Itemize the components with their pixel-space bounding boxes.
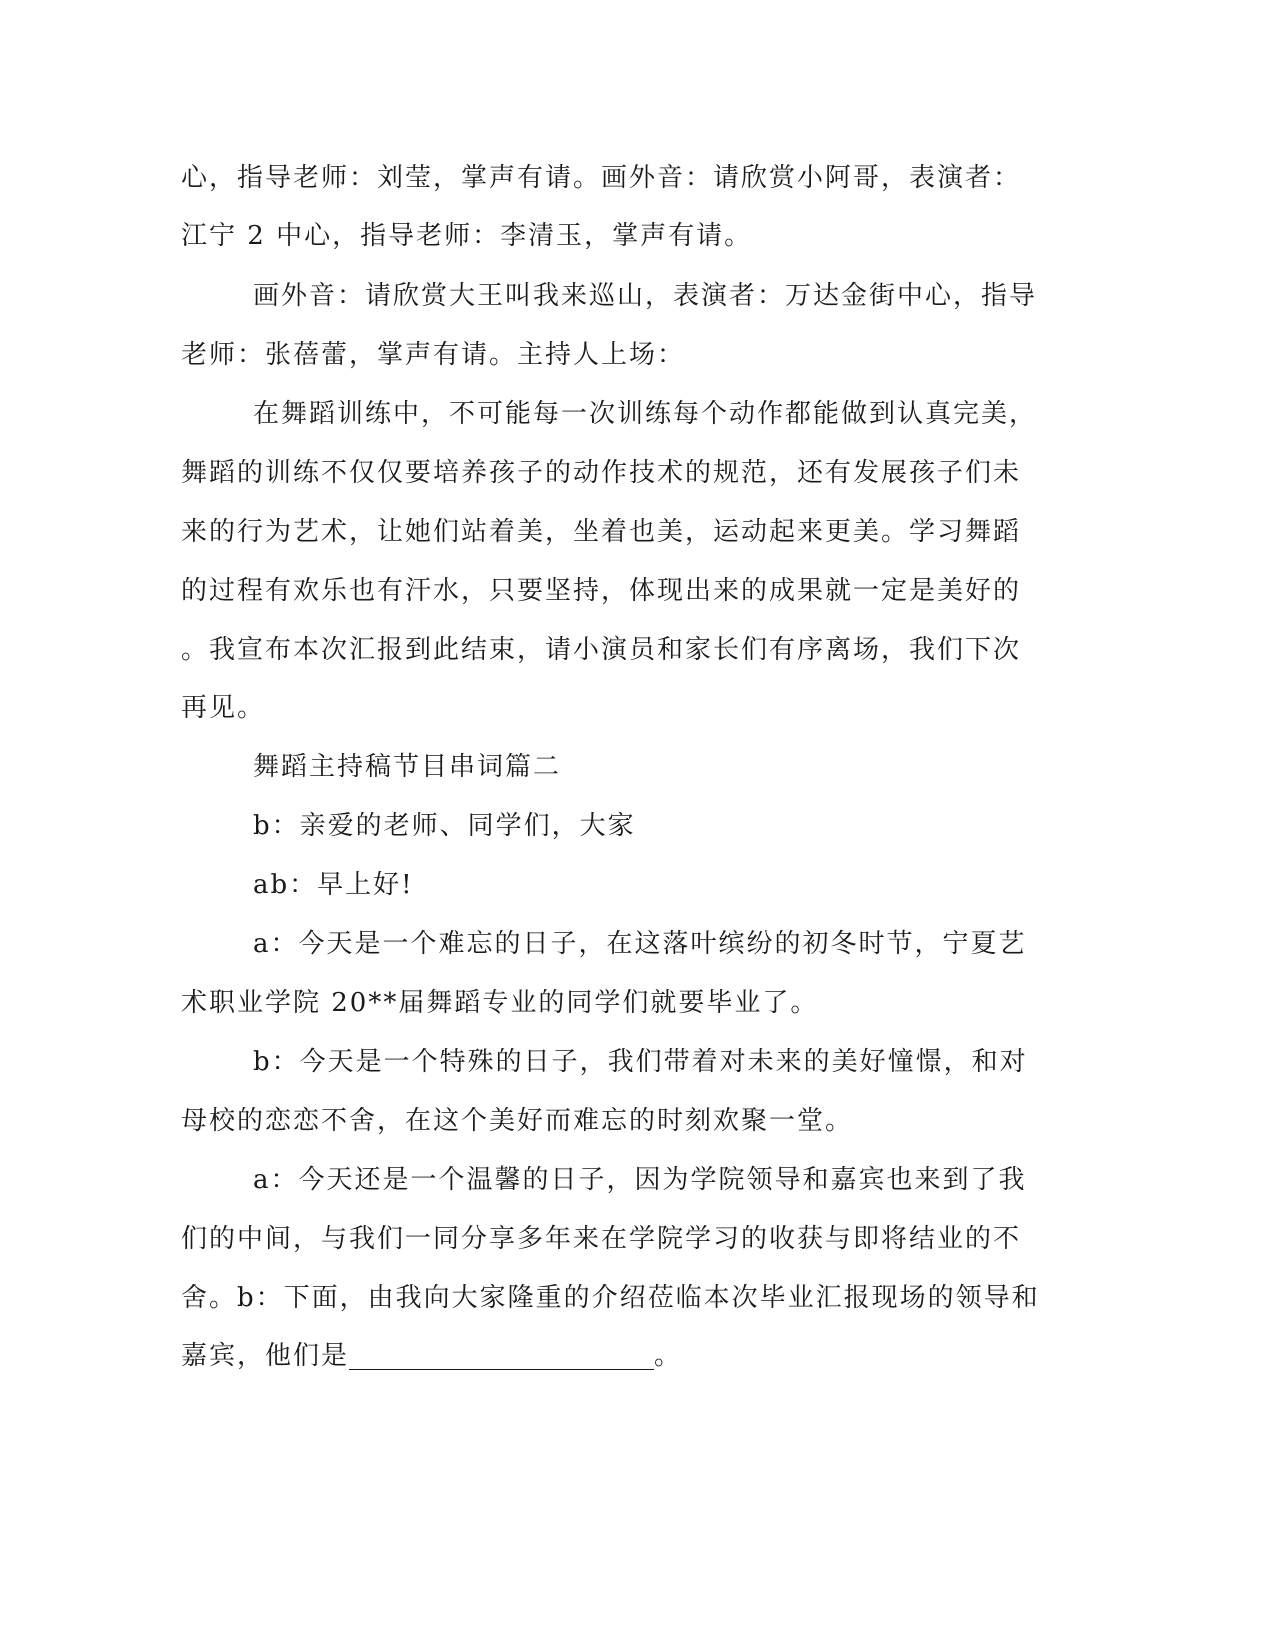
- fill-in-blank: [349, 1339, 654, 1370]
- text-line: 母校的恋恋不舍，在这个美好而难忘的时刻欢聚一堂。: [181, 1106, 854, 1136]
- text-line: 江宁 2 中心，指导老师：李清玉，掌声有请。: [181, 221, 753, 251]
- text-line: 再见。: [181, 693, 266, 723]
- dialogue-line: a：今天还是一个温馨的日子，因为学院领导和嘉宾也来到了我: [253, 1165, 1027, 1195]
- dialogue-line: ab：早上好!: [253, 870, 414, 900]
- last-line-prefix: 嘉宾，他们是: [181, 1341, 350, 1371]
- text-line: 舞蹈的训练不仅仅要培养孩子的动作技术的规范，还有发展孩子们未: [181, 458, 1022, 488]
- text-line: 的过程有欢乐也有汗水，只要坚持，体现出来的成果就一定是美好的: [181, 576, 1022, 606]
- text-line: 。我宣布本次汇报到此结束，请小演员和家长们有序离场，我们下次: [181, 635, 1022, 665]
- text-line: 老师：张蓓蕾，掌声有请。主持人上场：: [181, 340, 686, 370]
- dialogue-line: b：亲爱的老师、同学们，大家: [253, 811, 636, 841]
- text-line-with-blank: [181, 1334, 682, 1378]
- last-line-suffix: 。: [654, 1341, 683, 1371]
- text-line: 来的行为艺术，让她们站着美，坐着也美，运动起来更美。学习舞蹈: [181, 517, 1022, 547]
- text-line: 舍。b：下面，由我向大家隆重的介绍莅临本次毕业汇报现场的领导和: [181, 1283, 1040, 1313]
- dialogue-line: a：今天是一个难忘的日子，在这落叶缤纷的初冬时节，宁夏艺: [253, 929, 1027, 959]
- text-line: 们的中间，与我们一同分享多年来在学院学习的收获与即将结业的不: [181, 1224, 1022, 1254]
- dialogue-line: b：今天是一个特殊的日子，我们带着对未来的美好憧憬，和对: [253, 1047, 1028, 1077]
- paragraph-start-line: 在舞蹈训练中，不可能每一次训练每个动作都能做到认真完美，: [253, 399, 1038, 429]
- section-heading: 舞蹈主持稿节目串词篇二: [253, 752, 562, 782]
- paragraph-start-line: 画外音：请欣赏大王叫我来巡山，表演者：万达金街中心，指导: [253, 281, 1038, 311]
- text-line: 心，指导老师：刘莹，掌声有请。画外音：请欣赏小阿哥，表演者：: [181, 163, 1022, 193]
- text-line: 术职业学院 20**届舞蹈专业的同学们就要毕业了。: [181, 988, 819, 1018]
